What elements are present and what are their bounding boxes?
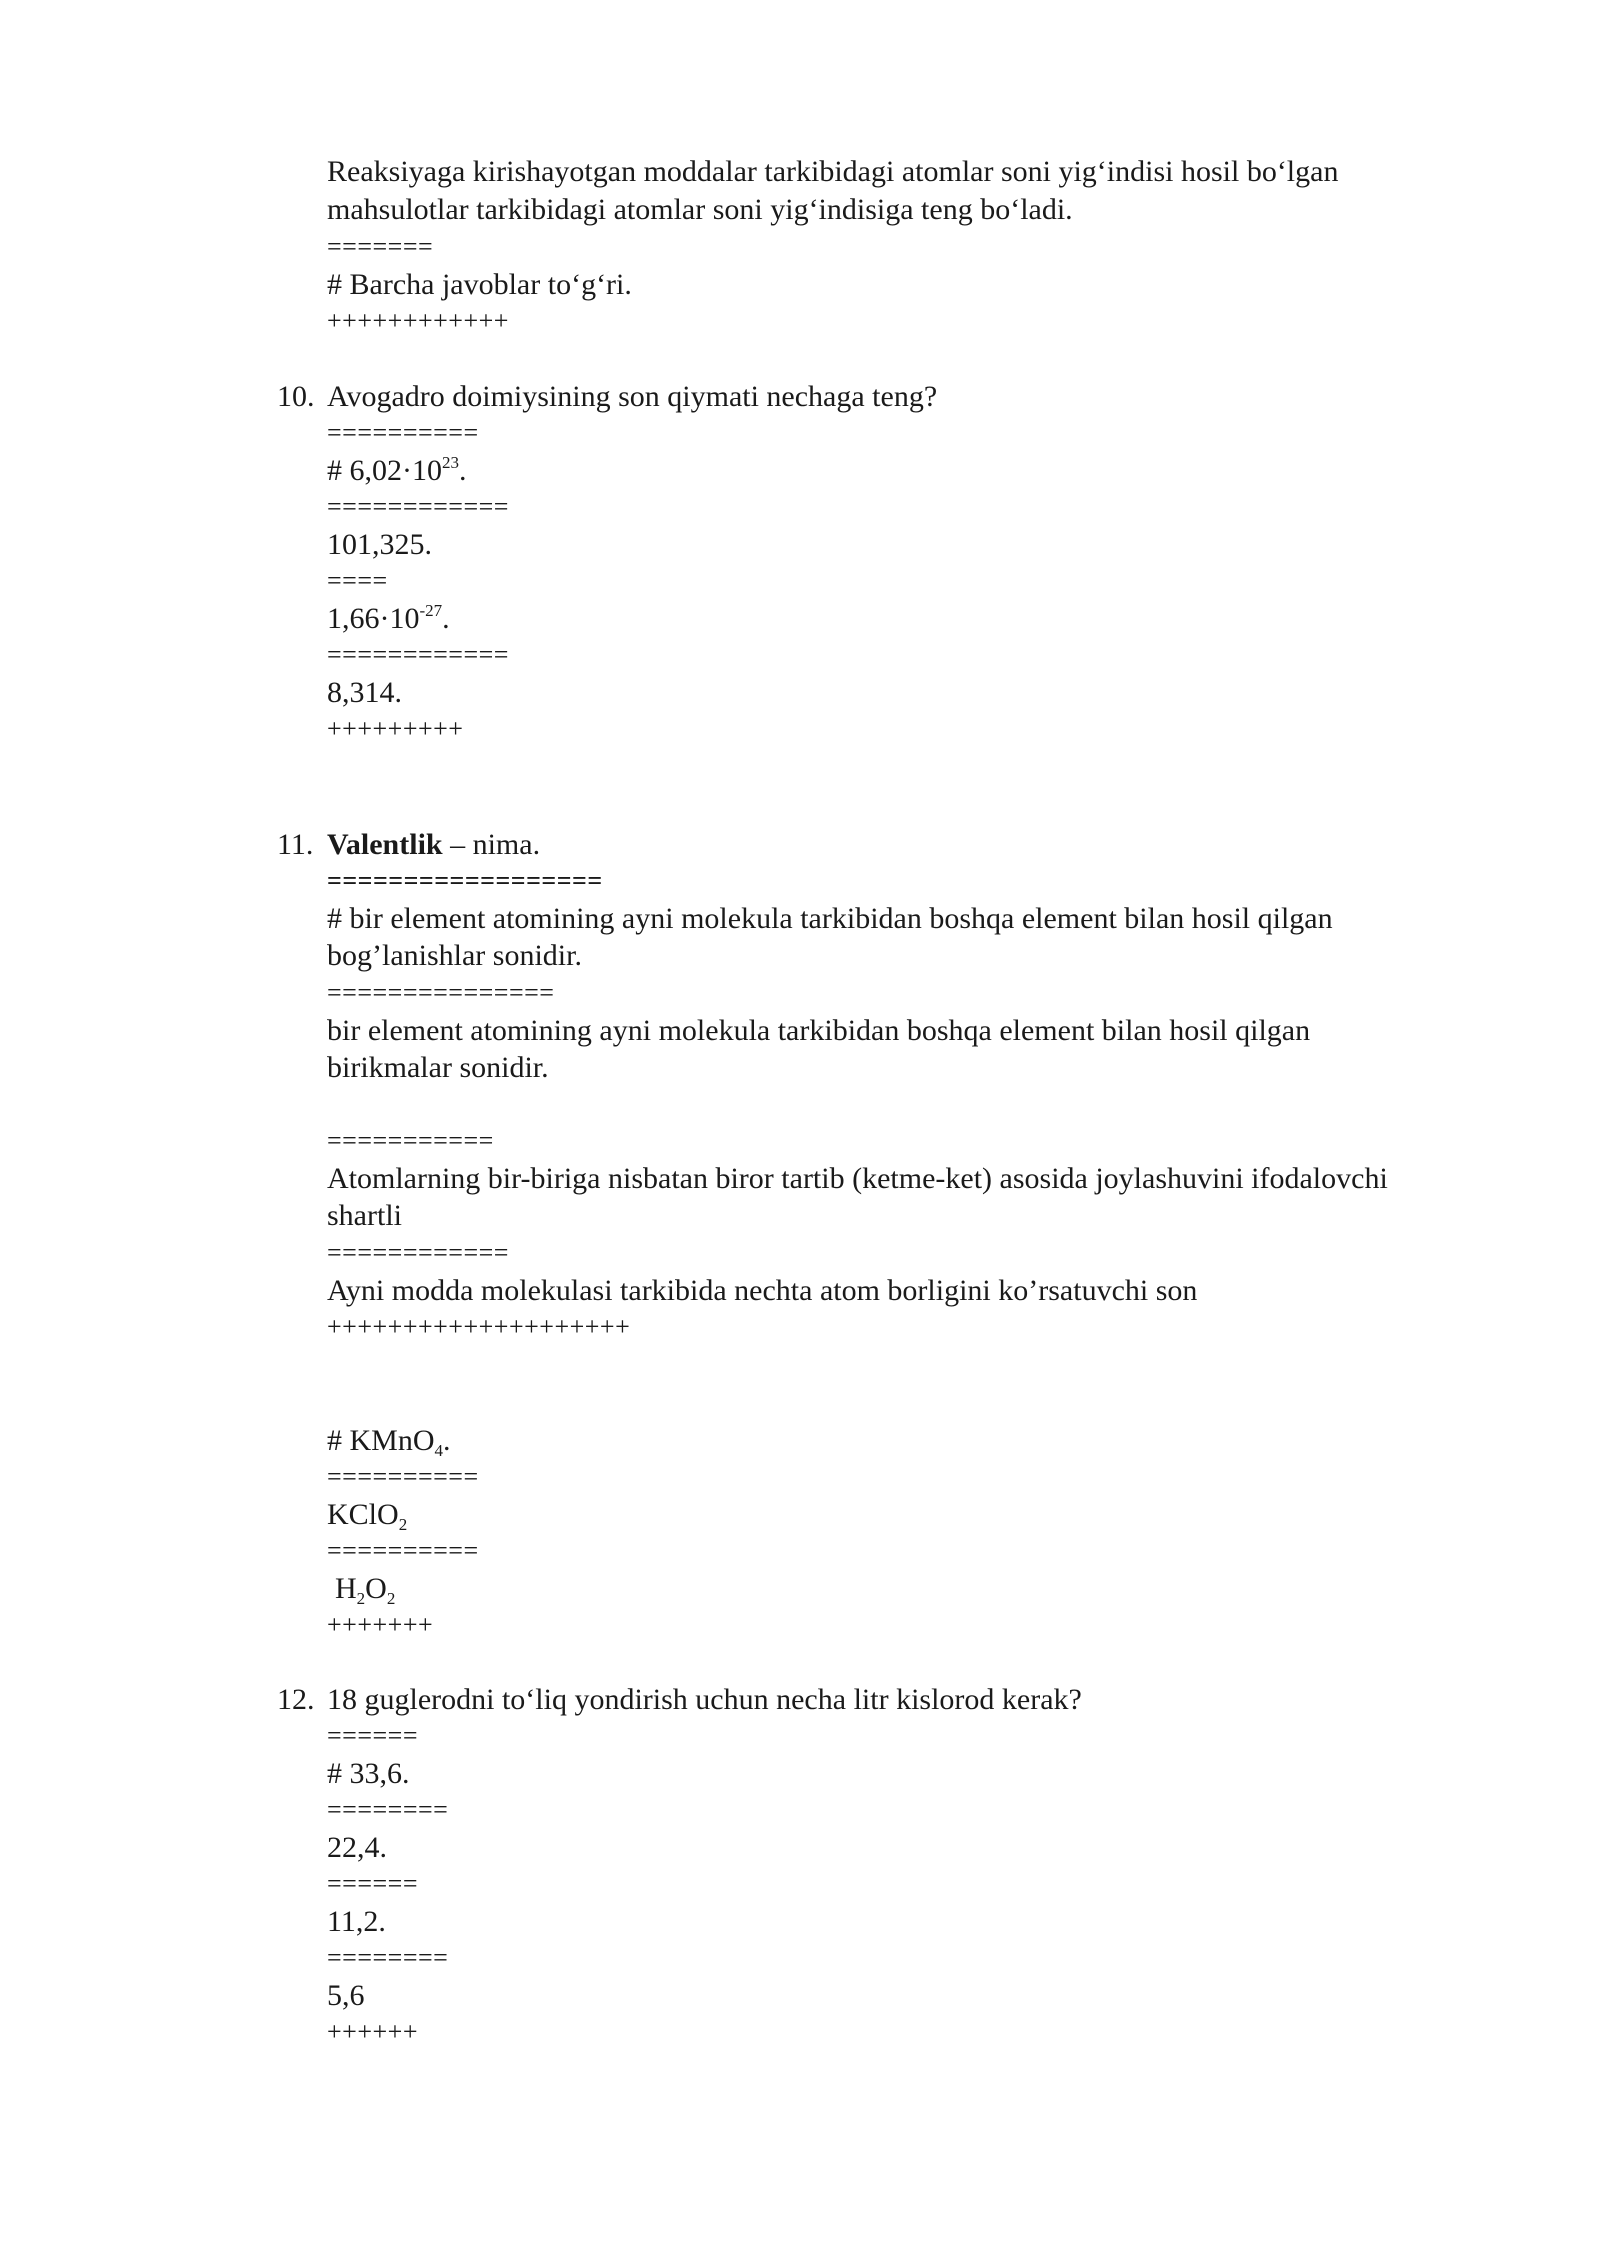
separator: ============ [327, 492, 509, 521]
answer-b: 22,4. [327, 1831, 387, 1864]
separator: =============== [327, 978, 555, 1007]
question-number: 10. [277, 380, 315, 413]
answer-b: 101,325. [327, 528, 432, 561]
answer-c: $1,66\cdot 10^{-27}$. [327, 601, 450, 635]
end-marker: +++++++++ [327, 714, 464, 743]
answer-a: # $6,02\cdot 10^{23}$. [327, 453, 467, 487]
separator: ============ [327, 640, 509, 669]
question-text: Valentlik – nima. [327, 828, 541, 861]
end-marker: +++++++ [327, 1610, 434, 1639]
end-marker: ++++++++++++ [327, 306, 509, 335]
end-marker: ++++++ [327, 2017, 418, 2046]
separator: ====== [327, 1869, 418, 1898]
question-number: 12. [277, 1683, 315, 1716]
answer-a-line-2: bog’lanishlar sonidir. [327, 939, 582, 972]
separator: ========== [327, 1536, 479, 1565]
correct-answer: # Barcha javoblar to‘g‘ri. [327, 268, 632, 301]
question-number: 11. [277, 828, 314, 861]
answer-d: Ayni modda molekulasi tarkibida nechta atom borligini ko’rsatuvchi son [327, 1274, 1198, 1307]
separator: ======== [327, 1943, 449, 1972]
separator: ======= [327, 232, 434, 261]
answer-c: 11,2. [327, 1905, 386, 1938]
formula-answer-2: KClO$_2$ [327, 1498, 408, 1534]
intro-line-1: Reaksiyaga kirishayotgan moddalar tarkibidagi atomlar soni yig‘indisi hosil bo‘lgan [327, 155, 1339, 188]
separator: ========== [327, 418, 479, 447]
answer-a-line-1: # bir element atomining ayni molekula tarkibidan boshqa element bilan hosil qilgan [327, 902, 1333, 935]
separator: ================== [327, 866, 603, 895]
question-text: 18 guglerodni to‘liq yondirish uchun necha litr kislorod kerak? [327, 1683, 1082, 1716]
separator: ====== [327, 1721, 418, 1750]
answer-b-line-2: birikmalar sonidir. [327, 1051, 549, 1084]
separator: ==== [327, 566, 388, 595]
end-marker: ++++++++++++++++++++ [327, 1312, 631, 1341]
answer-a: # 33,6. [327, 1757, 410, 1790]
answer-b-line-1: bir element atomining ayni molekula tarkibidan boshqa element bilan hosil qilgan [327, 1014, 1311, 1047]
question-text: Avogadro doimiysining son qiymati nechaga teng? [327, 380, 938, 413]
answer-c-line-2: shartli [327, 1199, 402, 1232]
separator: =========== [327, 1126, 494, 1155]
intro-line-2: mahsulotlar tarkibidagi atomlar soni yig‘indisiga teng bo‘ladi. [327, 193, 1073, 226]
answer-c-line-1: Atomlarning bir-biriga nisbatan biror tartib (ketme-ket) asosida joylashuvini ifodalovchi [327, 1162, 1388, 1195]
formula-answer-3: $H_2O_2$ [335, 1572, 396, 1608]
separator: ============ [327, 1238, 509, 1267]
separator: ========== [327, 1462, 479, 1491]
answer-d: 8,314. [327, 676, 402, 709]
separator: ======== [327, 1795, 449, 1824]
answer-d: 5,6 [327, 1979, 365, 2012]
formula-answer-1: # KMnO$_4$. [327, 1424, 451, 1460]
